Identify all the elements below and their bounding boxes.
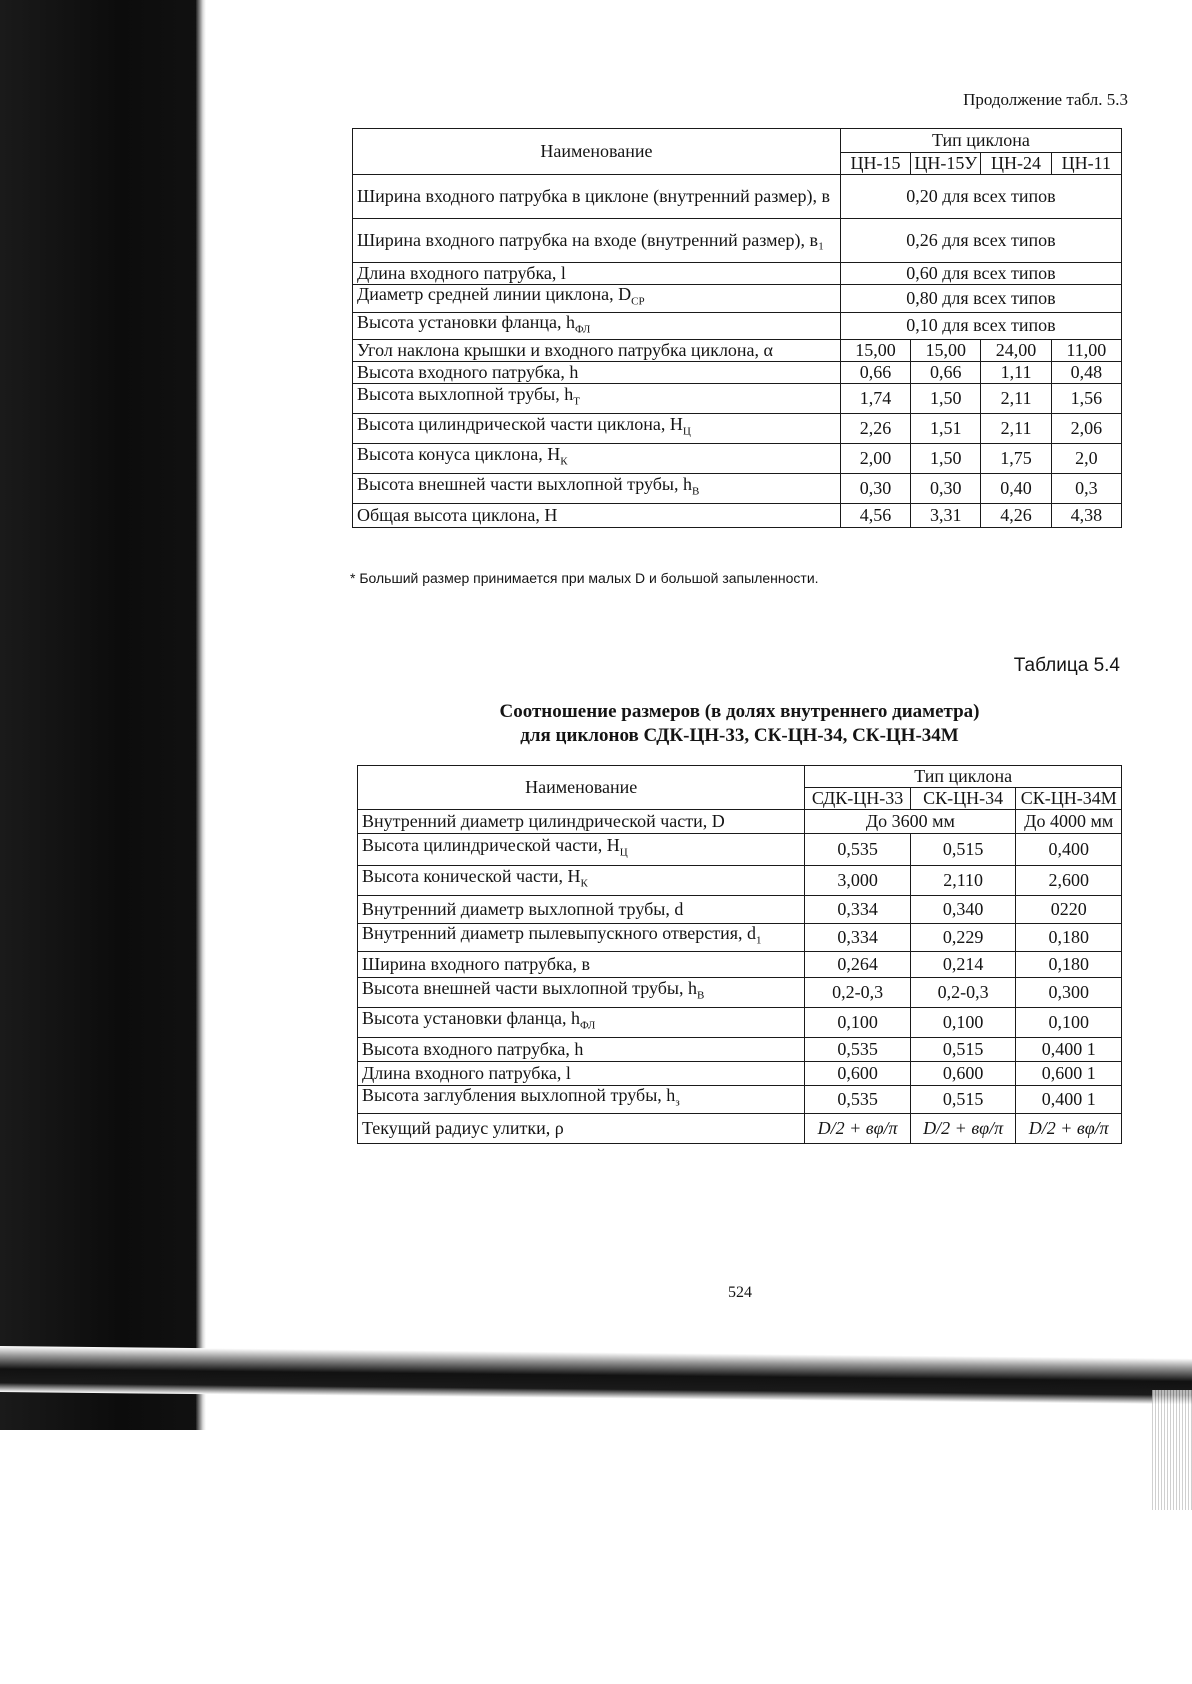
- cell-value: 0,100: [910, 1008, 1016, 1038]
- row-label: Внутренний диаметр цилиндрической части, D: [358, 810, 805, 834]
- row-label: [358, 1038, 805, 1062]
- cell-value: 1,50: [911, 384, 981, 414]
- cell-value: 0,600: [910, 1062, 1016, 1086]
- cell-value: D/2 + вφ/π: [805, 1114, 911, 1144]
- row-label-subscript: К: [560, 455, 568, 468]
- cell-value: 4,56: [840, 504, 910, 528]
- cell-value: 0220: [1016, 896, 1122, 924]
- cell-value: 0,340: [910, 896, 1016, 924]
- cell-value: 0,180: [1016, 924, 1122, 952]
- table-title: [357, 700, 1122, 748]
- footnote: * Больший размер принимается при малых D и большой запыленности.: [350, 570, 819, 586]
- row-label: [358, 866, 805, 896]
- cell-value: 0,600: [805, 1062, 911, 1086]
- row-label-text: Высота входного патрубка, h: [362, 1039, 584, 1059]
- row-label-text: Общая высота циклона, H: [357, 505, 558, 526]
- continuation-label: Продолжение табл. 5.3: [963, 90, 1128, 109]
- row-label-text: Текущий радиус улитки, ρ: [362, 1118, 564, 1138]
- table-row: [353, 219, 1122, 263]
- cell-value: 2,06: [1051, 414, 1121, 444]
- cell-value: 15,00: [840, 340, 910, 362]
- table-row: [358, 952, 1122, 978]
- row-label: [358, 834, 805, 866]
- row-label: [353, 312, 841, 340]
- row-label-subscript: з: [675, 1096, 680, 1109]
- row-label-subscript: 1: [756, 934, 762, 947]
- row-label-text: Внутренний диаметр выхлопной трубы, d: [362, 899, 684, 919]
- row-label-text: Высота конуса циклона, H: [357, 444, 561, 465]
- row-label-text: Ширина входного патрубка, в: [362, 954, 590, 974]
- cell-value: 0,3: [1051, 474, 1121, 504]
- cell-value: 0,180: [1016, 952, 1122, 978]
- row-label-subscript: ФЛ: [574, 323, 591, 336]
- table-5-4: [357, 765, 1122, 1144]
- table-row: [358, 896, 1122, 924]
- merged-value: 0,26 для всех типов: [840, 219, 1121, 263]
- table-row: [358, 1008, 1122, 1038]
- type-header: ЦН-15У: [911, 153, 981, 175]
- merged-value: 0,80 для всех типов: [840, 285, 1121, 313]
- row-label-subscript: Ц: [619, 846, 628, 859]
- row-label: [353, 444, 841, 474]
- row-label: [358, 1008, 805, 1038]
- cell-value: 0,515: [910, 834, 1016, 866]
- cell-value: 0,515: [910, 1038, 1016, 1062]
- row-label: [353, 504, 841, 528]
- cell-value: 0,30: [911, 474, 981, 504]
- cell-value: 0,40: [981, 474, 1051, 504]
- cell-value: 3,000: [805, 866, 911, 896]
- cell-value: 0,400 1: [1016, 1086, 1122, 1114]
- row-label-text: Высота внешней части выхлопной трубы, h: [357, 474, 693, 495]
- cell-value: 2,11: [981, 384, 1051, 414]
- cell-value: 0,66: [840, 362, 910, 384]
- row-label: [353, 414, 841, 444]
- cell-value: 1,75: [981, 444, 1051, 474]
- cell-value: 0,400 1: [1016, 1038, 1122, 1062]
- merged-value: До 3600 мм: [805, 810, 1016, 834]
- cell-value: 1,51: [911, 414, 981, 444]
- row-label-text: Высота конической части, H: [362, 866, 581, 887]
- cell-value: 2,11: [981, 414, 1051, 444]
- cell-value: 1,56: [1051, 384, 1121, 414]
- cell-value: 1,50: [911, 444, 981, 474]
- row-label-text: Высота установки фланца, h: [362, 1008, 580, 1029]
- row-label-subscript: В: [697, 989, 705, 1002]
- table-row: [358, 1114, 1122, 1144]
- cell-value: 0,214: [910, 952, 1016, 978]
- row-label-subscript: Ц: [682, 425, 691, 438]
- type-header: ЦН-11: [1051, 153, 1121, 175]
- cell-value: 1,74: [840, 384, 910, 414]
- cell-value: 0,2-0,3: [910, 978, 1016, 1008]
- cell-value: 0,300: [1016, 978, 1122, 1008]
- row-label-text: Ширина входного патрубка в циклоне (внутренний размер), в: [357, 186, 831, 206]
- row-label-text: Диаметр средней линии циклона, D: [357, 284, 632, 304]
- cell-value: 4,26: [981, 504, 1051, 528]
- row-label-text: Высота цилиндрической части циклона, H: [357, 414, 683, 435]
- col-header-name: Наименование: [358, 766, 805, 810]
- table-row: [353, 175, 1122, 219]
- table-row: [358, 1038, 1122, 1062]
- row-label: [358, 978, 805, 1008]
- row-label: [358, 924, 805, 952]
- row-label: [353, 474, 841, 504]
- cell-value: 0,264: [805, 952, 911, 978]
- table-row: [358, 1062, 1122, 1086]
- table-row: [358, 978, 1122, 1008]
- table-row: [353, 263, 1122, 285]
- cell-value: 4,38: [1051, 504, 1121, 528]
- table-row: [358, 866, 1122, 896]
- cell-value: 2,26: [840, 414, 910, 444]
- cell-value: 0,48: [1051, 362, 1121, 384]
- cell-value: 1,11: [981, 362, 1051, 384]
- merged-value: 0,60 для всех типов: [840, 263, 1121, 285]
- col-header-type-group: Тип циклона: [805, 766, 1122, 788]
- cell-value: 0,30: [840, 474, 910, 504]
- row-label: [358, 896, 805, 924]
- type-header: СК-ЦН-34М: [1016, 788, 1122, 810]
- cell-value: 11,00: [1051, 340, 1121, 362]
- row-label-text: Высота установки фланца, h: [357, 311, 575, 332]
- row-label: [353, 175, 841, 219]
- cell-value: 0,100: [1016, 1008, 1122, 1038]
- cell-value: 0,535: [805, 834, 911, 866]
- row-label: [358, 1086, 805, 1114]
- row-label-subscript: Т: [573, 395, 580, 408]
- row-label: [358, 1114, 805, 1144]
- cell-value: 0,100: [805, 1008, 911, 1038]
- page-number: 524: [728, 1284, 752, 1301]
- merged-value: 0,10 для всех типов: [840, 312, 1121, 340]
- cell-value: 0,400: [1016, 834, 1122, 866]
- table-row: [353, 340, 1122, 362]
- type-header: СДК-ЦН-33: [805, 788, 911, 810]
- table-row: [358, 1086, 1122, 1114]
- table-title-line: для циклонов СДК-ЦН-33, СК-ЦН-34, СК-ЦН-34М: [520, 725, 959, 746]
- cell-value: 0,535: [805, 1038, 911, 1062]
- cell-value: 15,00: [911, 340, 981, 362]
- type-header: ЦН-15: [840, 153, 910, 175]
- table-5-3: [352, 128, 1122, 528]
- row-label-subscript: В: [692, 485, 700, 498]
- row-label-text: Высота цилиндрической части, H: [362, 835, 620, 856]
- row-label-text: Длина входного патрубка, l: [357, 263, 566, 283]
- row-label-text: Высота входного патрубка, h: [357, 362, 579, 383]
- table-row: [358, 924, 1122, 952]
- table-row: [353, 285, 1122, 313]
- table-row: [353, 312, 1122, 340]
- table-row: [353, 414, 1122, 444]
- cell-value: 0,229: [910, 924, 1016, 952]
- table-row: [358, 834, 1122, 866]
- col-header-type-group: Тип циклона: [840, 129, 1121, 153]
- row-label: [358, 952, 805, 978]
- type-header: СК-ЦН-34: [910, 788, 1016, 810]
- scan-shadow-edge: [196, 0, 206, 1430]
- row-label-text: Длина входного патрубка, l: [362, 1063, 571, 1083]
- row-label: [353, 263, 841, 285]
- table-number: Таблица 5.4: [1013, 655, 1120, 676]
- table-row: [353, 504, 1122, 528]
- cell-value: 2,110: [910, 866, 1016, 896]
- table-row: [353, 474, 1122, 504]
- cell-value: 3,31: [911, 504, 981, 528]
- row-label-text: Высота внешней части выхлопной трубы, h: [362, 978, 698, 999]
- row-label: [353, 285, 841, 313]
- col-header-name: Наименование: [353, 129, 841, 175]
- cell-value: 0,66: [911, 362, 981, 384]
- row-label: [353, 219, 841, 263]
- row-label-subscript: ФЛ: [579, 1019, 596, 1032]
- row-label-text: Внутренний диаметр пылевыпускного отверстия, d: [362, 923, 756, 944]
- cell-value: 0,600 1: [1016, 1062, 1122, 1086]
- row-label-text: Высота заглубления выхлопной трубы, h: [362, 1085, 676, 1106]
- cell-value: 2,00: [840, 444, 910, 474]
- merged-value: 0,20 для всех типов: [840, 175, 1121, 219]
- cell-value: 0,515: [910, 1086, 1016, 1114]
- row-label-subscript: К: [580, 877, 588, 890]
- table-row: [353, 384, 1122, 414]
- cell-value: D/2 + вφ/π: [1016, 1114, 1122, 1144]
- cell-value: 0,2-0,3: [805, 978, 911, 1008]
- row-label: [353, 340, 841, 362]
- row-label-text: Угол наклона крышки и входного патрубка циклона, α: [357, 340, 773, 361]
- row-label-text: Высота выхлопной трубы, h: [357, 384, 574, 405]
- table-row: [353, 444, 1122, 474]
- cell-value: 24,00: [981, 340, 1051, 362]
- cell-value: 0,334: [805, 924, 911, 952]
- table-title-line: Соотношение размеров (в долях внутреннего диаметра): [499, 701, 980, 722]
- scan-shadow-left: [0, 0, 200, 1430]
- row-label: [353, 362, 841, 384]
- row-label-subscript: СР: [631, 295, 645, 308]
- cell-value: D/2 + вφ/π: [910, 1114, 1016, 1144]
- scan-noise-corner: [1152, 1390, 1192, 1510]
- cell-value: 0,334: [805, 896, 911, 924]
- cell-value: 0,535: [805, 1086, 911, 1114]
- cell-value: 2,600: [1016, 866, 1122, 896]
- row-label: [358, 1062, 805, 1086]
- cell-value: 2,0: [1051, 444, 1121, 474]
- cell-value: До 4000 мм: [1016, 810, 1122, 834]
- table-row: [353, 362, 1122, 384]
- row-label: [353, 384, 841, 414]
- row-label-text: Ширина входного патрубка на входе (внутренний размер), в₁: [357, 230, 825, 250]
- type-header: ЦН-24: [981, 153, 1051, 175]
